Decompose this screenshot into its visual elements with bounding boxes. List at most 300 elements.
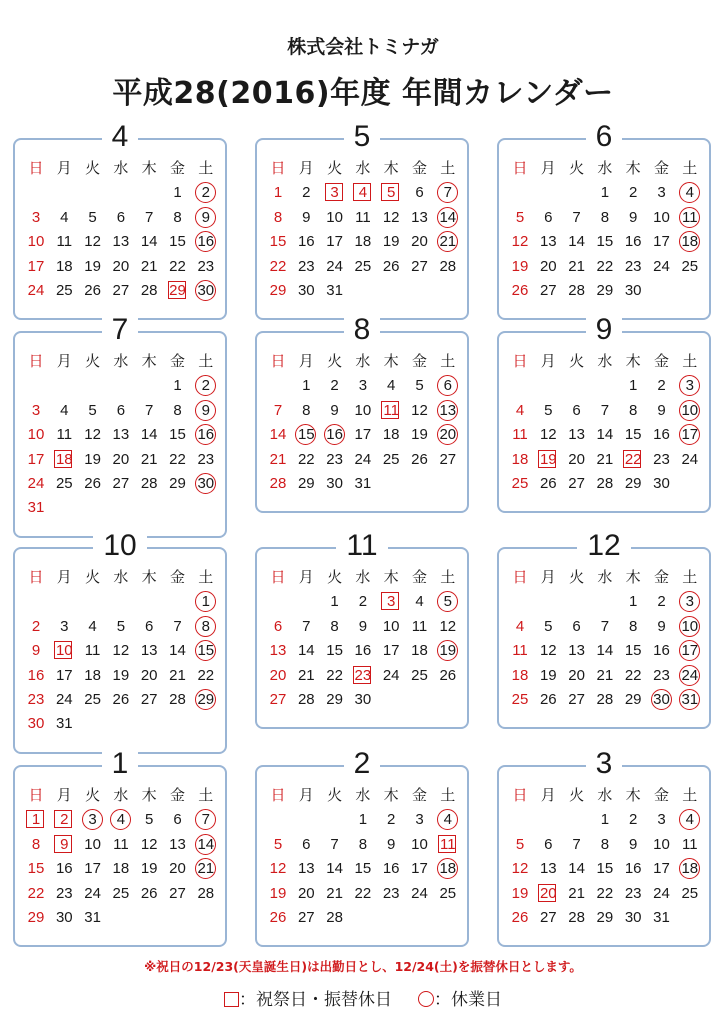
calendar-date: 26 (84, 475, 101, 492)
weekday-header: 火 (327, 353, 343, 370)
weekday-header: 水 (597, 353, 613, 370)
month-panel-12 (497, 529, 711, 729)
calendar-date: 17 (411, 860, 428, 878)
calendar-date: 27 (140, 691, 158, 708)
calendar-date: 24 (326, 257, 343, 275)
calendar-date: 29 (596, 282, 614, 299)
weekday-header: 金 (411, 787, 427, 804)
calendar-date: 23 (653, 450, 670, 468)
calendar-date: 19 (84, 257, 101, 275)
month-number: 4 (102, 120, 139, 153)
calendar-date: 2 (629, 184, 638, 202)
calendar-date: 24 (653, 884, 670, 902)
month-number: 2 (344, 747, 381, 780)
month-panel-4 (13, 120, 227, 320)
weekday-header: 木 (383, 160, 399, 177)
calendar-date: 6 (544, 208, 553, 226)
calendar-date: 9 (330, 401, 339, 419)
weekday-header: 月 (298, 353, 314, 370)
holiday-date: 19 (539, 450, 557, 468)
weekday-header: 月 (540, 353, 556, 370)
weekday-header: 木 (625, 160, 641, 177)
calendar-date: 15 (27, 860, 45, 878)
calendar-date: 22 (297, 450, 315, 468)
calendar-date: 4 (60, 401, 69, 419)
calendar-date: 4 (88, 617, 97, 635)
calendar-date: 23 (197, 257, 215, 275)
calendar-date: 6 (415, 184, 424, 202)
weekday-header: 金 (653, 569, 669, 586)
calendar-date: 8 (600, 208, 610, 226)
calendar-date: 20 (568, 666, 585, 684)
calendar-date: 10 (27, 233, 45, 251)
calendar-date: 8 (600, 835, 610, 853)
calendar-date: 26 (511, 909, 529, 926)
calendar-date: 20 (112, 257, 130, 275)
calendar-date: 15 (169, 426, 186, 444)
calendar-date: 8 (31, 835, 41, 853)
calendar-date: 21 (140, 450, 158, 468)
calendar-date: 16 (382, 860, 400, 878)
calendar-date: 7 (572, 208, 581, 226)
weekday-header: 水 (113, 353, 129, 370)
closed-date: 16 (193, 230, 219, 254)
weekday-header: 火 (327, 160, 343, 177)
calendar-date: 2 (330, 377, 339, 395)
month-panel-8 (255, 313, 469, 513)
calendar-date: 30 (297, 282, 315, 299)
calendar-date: 23 (197, 450, 215, 468)
calendar-date: 6 (572, 617, 581, 635)
weekday-header: 水 (355, 569, 371, 586)
calendar-date: 17 (326, 233, 343, 251)
month-number: 6 (586, 120, 623, 153)
calendar-date: 23 (653, 666, 670, 684)
closed-date: 14 (193, 833, 219, 857)
weekday-header: 土 (198, 787, 214, 804)
calendar-date: 3 (31, 401, 41, 419)
calendar-date: 27 (269, 691, 287, 708)
calendar-date: 30 (653, 475, 670, 492)
calendar-date: 25 (511, 691, 529, 708)
calendar-date: 28 (596, 691, 614, 708)
calendar-date: 27 (539, 909, 557, 926)
closed-date: 16 (322, 423, 348, 447)
weekday-header: 日 (270, 160, 286, 177)
closed-date: 19 (435, 639, 461, 663)
closed-date: 4 (677, 808, 703, 832)
calendar-date: 6 (173, 811, 182, 829)
weekday-header: 日 (512, 787, 528, 804)
calendar-date: 31 (354, 475, 372, 492)
calendar-date: 4 (515, 401, 525, 419)
month-number: 8 (344, 313, 381, 346)
weekday-header: 日 (270, 353, 286, 370)
closed-date: 5 (435, 590, 461, 614)
calendar-date: 2 (358, 593, 368, 611)
calendar-date: 21 (568, 257, 585, 275)
calendar-date: 10 (382, 617, 400, 635)
calendar-date: 23 (297, 257, 315, 275)
holiday-date: 11 (378, 399, 404, 423)
calendar-date: 5 (116, 617, 126, 635)
calendar-date: 14 (140, 426, 158, 444)
calendar-date: 17 (653, 233, 670, 251)
month-number: 5 (344, 120, 381, 153)
calendar-date: 28 (197, 884, 215, 902)
calendar-date: 16 (354, 642, 372, 660)
calendar-date: 19 (511, 257, 529, 275)
legend (0, 985, 726, 1010)
calendar-date: 11 (355, 208, 371, 226)
calendar-date: 9 (358, 617, 368, 635)
calendar-date: 13 (169, 835, 186, 853)
calendar-date: 20 (539, 257, 557, 275)
weekday-header: 日 (28, 160, 44, 177)
calendar-date: 9 (629, 208, 638, 226)
calendar-date: 21 (326, 884, 343, 902)
calendar-date: 1 (629, 593, 638, 611)
calendar-date: 10 (354, 401, 372, 419)
calendar-date: 28 (439, 257, 457, 275)
weekday-header: 月 (56, 787, 72, 804)
calendar-date: 31 (55, 715, 73, 733)
holiday-date: 5 (378, 181, 404, 205)
holiday-date: 9 (51, 833, 77, 857)
calendar-date: 26 (439, 666, 457, 684)
month-panel-9 (497, 313, 711, 513)
calendar-date: 11 (512, 642, 528, 660)
weekday-header: 水 (113, 569, 129, 586)
weekday-header: 月 (298, 569, 314, 586)
calendar-date: 6 (116, 401, 126, 419)
calendar-date: 25 (382, 450, 400, 468)
calendar-date: 23 (624, 884, 642, 902)
closed-date: 1 (193, 590, 219, 614)
calendar-date: 10 (27, 426, 45, 444)
calendar-date: 6 (145, 617, 154, 635)
calendar-date: 16 (624, 233, 642, 251)
closed-date: 3 (677, 374, 703, 398)
weekday-header: 土 (682, 353, 698, 370)
calendar-date: 3 (60, 617, 69, 635)
weekday-header: 木 (383, 787, 399, 804)
calendar-date: 29 (169, 475, 186, 492)
weekday-header: 土 (682, 160, 698, 177)
calendar-date: 24 (382, 666, 400, 684)
month-number: 1 (102, 747, 139, 780)
weekday-header: 金 (411, 160, 427, 177)
calendar-date: 29 (269, 282, 287, 299)
weekday-header: 火 (85, 353, 101, 370)
calendar-date: 7 (145, 401, 154, 419)
calendar-date: 22 (354, 884, 372, 902)
weekday-header: 木 (625, 353, 641, 370)
calendar-date: 18 (55, 257, 73, 275)
calendar-date: 13 (568, 426, 585, 444)
calendar-date: 15 (169, 233, 186, 251)
closed-date: 31 (677, 688, 703, 712)
weekday-header: 金 (411, 569, 427, 586)
calendar-date: 7 (600, 401, 610, 419)
month-panel-5 (255, 120, 469, 320)
holiday-date: 29 (169, 282, 186, 299)
closed-date: 4 (677, 181, 703, 205)
calendar-date: 25 (55, 282, 73, 299)
weekday-header: 木 (383, 353, 399, 370)
weekday-header: 火 (569, 160, 585, 177)
calendar-date: 19 (411, 426, 428, 444)
closed-date: 30 (649, 688, 675, 712)
calendar-date: 5 (145, 811, 154, 829)
calendar-date: 8 (302, 401, 311, 419)
holiday-date: 3 (322, 181, 348, 205)
calendar-date: 12 (511, 233, 529, 251)
calendar-date: 9 (657, 401, 666, 419)
weekday-header: 日 (512, 569, 528, 586)
calendar-date: 29 (596, 909, 614, 926)
calendar-date: 24 (653, 257, 670, 275)
weekday-header: 金 (169, 353, 185, 370)
calendar-date: 8 (173, 401, 182, 419)
weekday-header: 木 (625, 787, 641, 804)
weekday-header: 月 (540, 787, 556, 804)
calendar-date: 4 (60, 208, 69, 226)
calendar-date: 27 (411, 257, 428, 275)
calendar-date: 12 (382, 208, 400, 226)
calendar-date: 7 (330, 835, 339, 853)
calendar-date: 20 (140, 666, 158, 684)
calendar-date: 22 (27, 884, 45, 902)
calendar-date: 11 (682, 835, 698, 853)
calendar-date: 27 (112, 282, 130, 299)
calendar-date: 11 (512, 426, 528, 444)
calendar-date: 12 (84, 233, 101, 251)
calendar-date: 16 (55, 860, 73, 878)
calendar-date: 16 (297, 233, 315, 251)
calendar-date: 28 (140, 475, 158, 492)
weekday-header: 水 (355, 353, 371, 370)
weekday-header: 木 (383, 569, 399, 586)
closed-date: 18 (435, 857, 461, 881)
calendar-date: 3 (657, 811, 666, 829)
closed-date: 7 (193, 808, 219, 832)
calendar-date: 30 (354, 691, 372, 708)
calendar-date: 28 (596, 475, 614, 492)
weekday-header: 日 (270, 787, 286, 804)
calendar-date: 22 (269, 257, 287, 275)
closed-date: 8 (193, 615, 219, 639)
calendar-date: 5 (544, 401, 553, 419)
calendar-date: 25 (84, 691, 101, 708)
calendar-date: 27 (539, 282, 557, 299)
calendar-date: 18 (112, 860, 130, 878)
weekday-header: 火 (85, 569, 101, 586)
calendar-date: 14 (169, 642, 186, 660)
calendar-date: 25 (354, 257, 372, 275)
weekday-header: 日 (512, 353, 528, 370)
calendar-date: 5 (88, 208, 97, 226)
calendar-date: 9 (629, 835, 638, 853)
calendar-date: 28 (568, 909, 585, 926)
calendar-date: 1 (600, 184, 610, 202)
holiday-date: 1 (23, 808, 49, 832)
calendar-date: 20 (169, 860, 186, 878)
calendar-date: 2 (657, 377, 666, 395)
holiday-square-icon (224, 992, 239, 1007)
calendar-date: 26 (269, 909, 287, 926)
calendar-date: 21 (596, 666, 614, 684)
calendar-date: 5 (415, 377, 424, 395)
weekday-header: 火 (85, 160, 101, 177)
calendar-date: 14 (568, 233, 585, 251)
calendar-date: 22 (596, 884, 614, 902)
calendar-date: 12 (84, 426, 101, 444)
calendar-date: 16 (624, 860, 642, 878)
calendar-date: 31 (27, 499, 45, 517)
calendar-date: 20 (269, 666, 287, 684)
closed-date: 14 (435, 206, 461, 230)
calendar-date: 14 (326, 860, 343, 878)
closed-date: 20 (435, 423, 461, 447)
calendar-date: 11 (56, 233, 73, 251)
calendar-date: 8 (629, 401, 638, 419)
calendar-date: 26 (382, 257, 400, 275)
holiday-date: 18 (55, 450, 73, 468)
page-title: 平成28(2016)年度 年間カレンダー (112, 76, 614, 111)
calendar-date: 25 (411, 666, 428, 684)
holiday-date: 23 (354, 666, 372, 684)
calendar-date: 1 (302, 377, 311, 395)
calendar-date: 26 (539, 475, 557, 492)
calendar-date: 11 (113, 835, 129, 853)
calendar-date: 27 (169, 884, 186, 902)
calendar-date: 8 (358, 835, 368, 853)
calendar-date: 14 (140, 233, 158, 251)
calendar-date: 31 (653, 909, 670, 926)
calendar-date: 30 (326, 475, 343, 492)
calendar-date: 27 (568, 691, 585, 708)
calendar-date: 3 (415, 811, 424, 829)
calendar-date: 28 (140, 282, 158, 299)
closed-date: 15 (193, 639, 219, 663)
closed-date: 2 (193, 181, 219, 205)
weekday-header: 木 (141, 160, 157, 177)
closed-date: 21 (193, 857, 219, 881)
calendar-date: 8 (173, 208, 182, 226)
calendar-date: 22 (624, 666, 642, 684)
weekday-header: 木 (141, 353, 157, 370)
closed-date: 30 (193, 472, 219, 496)
calendar-date: 17 (382, 642, 400, 660)
calendar-date: 29 (624, 475, 642, 492)
month-panel-11 (255, 529, 469, 729)
calendar-date: 19 (84, 450, 101, 468)
holiday-date: 2 (51, 808, 77, 832)
weekday-header: 土 (682, 787, 698, 804)
calendar-date: 31 (84, 909, 101, 926)
calendar-date: 27 (568, 475, 585, 492)
closed-date: 3 (80, 808, 106, 832)
weekday-header: 土 (682, 569, 698, 586)
calendar-date: 13 (568, 642, 585, 660)
calendar-date: 24 (354, 450, 372, 468)
calendar-date: 27 (297, 909, 315, 926)
closed-date: 30 (193, 279, 219, 303)
weekday-header: 日 (270, 569, 286, 586)
calendar-date: 25 (681, 884, 699, 902)
month-number: 9 (586, 313, 623, 346)
weekday-header: 火 (569, 787, 585, 804)
calendar-date: 13 (297, 860, 315, 878)
calendar-date: 24 (27, 282, 45, 299)
calendar-date: 9 (31, 642, 41, 660)
calendar-date: 13 (411, 208, 428, 226)
calendar-date: 19 (382, 233, 400, 251)
weekday-header: 月 (56, 160, 72, 177)
closed-date: 2 (193, 374, 219, 398)
calendar-date: 6 (302, 835, 311, 853)
calendar-date: 27 (112, 475, 130, 492)
calendar-date: 26 (140, 884, 158, 902)
calendar-date: 12 (269, 860, 287, 878)
calendar-date: 2 (302, 184, 311, 202)
calendar-date: 17 (653, 860, 670, 878)
holiday-date: 11 (435, 833, 461, 857)
holiday-date: 4 (350, 181, 376, 205)
month-number: 11 (336, 529, 387, 562)
calendar-date: 19 (112, 666, 130, 684)
month-panel-2 (255, 747, 469, 947)
weekday-header: 金 (169, 160, 185, 177)
month-number: 7 (102, 313, 139, 346)
calendar-date: 15 (624, 642, 642, 660)
calendar-date: 13 (140, 642, 158, 660)
calendar-date: 15 (596, 233, 614, 251)
closed-date: 3 (677, 590, 703, 614)
closed-date: 6 (435, 374, 461, 398)
calendar-date: 12 (112, 642, 130, 660)
weekday-header: 火 (327, 569, 343, 586)
calendar-date: 20 (411, 233, 428, 251)
calendar-date: 12 (539, 426, 557, 444)
calendar-date: 28 (169, 691, 186, 708)
calendar-date: 6 (544, 835, 553, 853)
calendar-date: 28 (568, 282, 585, 299)
calendar-date: 19 (511, 884, 529, 902)
calendar-date: 22 (326, 666, 343, 684)
calendar-date: 19 (140, 860, 158, 878)
calendar-date: 19 (539, 666, 557, 684)
closed-day-circle-icon (418, 991, 434, 1007)
weekday-header: 土 (198, 353, 214, 370)
calendar-date: 1 (629, 377, 638, 395)
calendar-date: 31 (326, 282, 343, 299)
holiday-date: 3 (378, 590, 404, 614)
month-number: 12 (577, 529, 630, 562)
calendar-date: 5 (515, 835, 525, 853)
closed-date: 4 (435, 808, 461, 832)
calendar-date: 2 (387, 811, 396, 829)
weekday-header: 水 (597, 569, 613, 586)
weekday-header: 土 (440, 353, 456, 370)
calendar-date: 12 (411, 401, 428, 419)
weekday-header: 金 (169, 569, 185, 586)
calendar-date: 24 (411, 884, 428, 902)
weekday-header: 日 (28, 569, 44, 586)
calendar-date: 29 (624, 691, 642, 708)
weekday-header: 水 (113, 787, 129, 804)
